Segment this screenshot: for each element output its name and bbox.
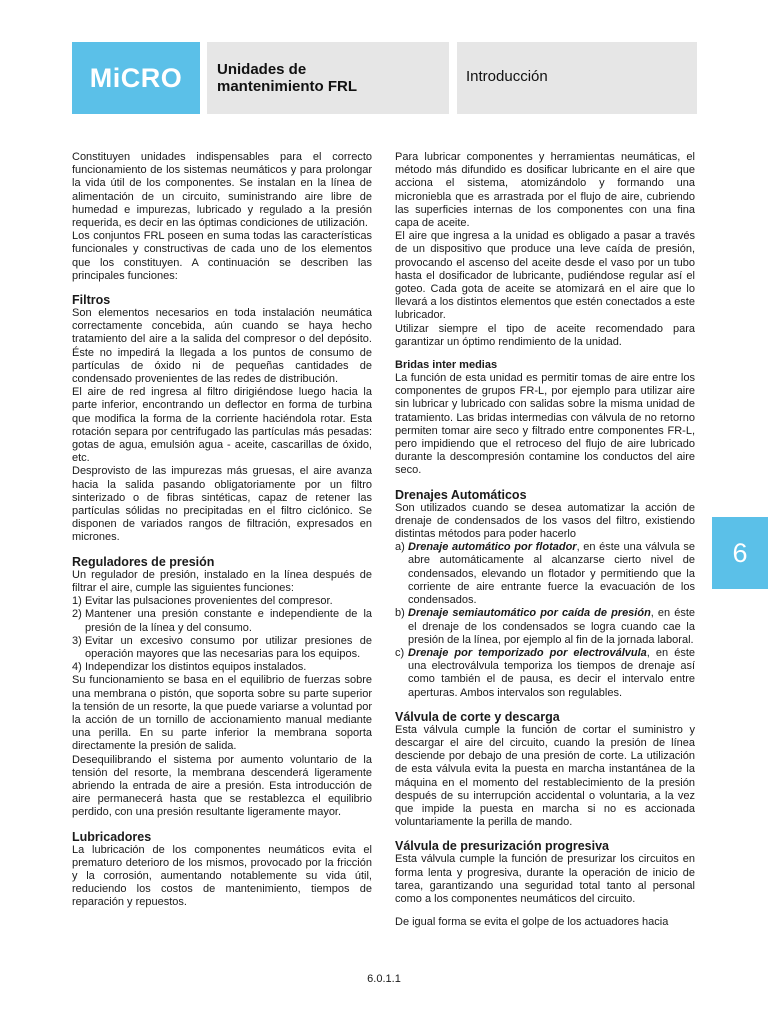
left-column <box>72 151 372 910</box>
filtros-paragraph-1: Son elementos necesarios en toda instalación neumática correctamente concebida, aún cuando se haya hecho tratamiento del aire a la salida del compresor o del depósito. Éste no impedirá la llegada a los puntos de consumo de partículas de óxido ni de pequeñas cantidades de condensado provenientes de las redes de distribución. <box>72 307 372 386</box>
valvula-presurizacion-paragraph-2: De igual forma se evita el golpe de los actuadores hacia <box>395 916 669 929</box>
valvula-corte-paragraph: Esta válvula cumple la función de cortar el suministro y descargar el aire del circuito, cuando la presión de línea desciende por debajo de una presión de corte. La utilización de esta válvula evita la puesta en marcha instantánea de la máquina en el momento del restablecimiento de la presión después de su interrupción accidental o voluntaria, a la vez que impide la puesta en marcha si no es accionada voluntariamente la perilla de mando. <box>395 723 695 829</box>
list-item-text: Mantener una presión constante e independiente de la presión de la línea y del consumo. <box>85 608 372 634</box>
list-item-text: Evitar un excesivo consumo por utilizar presiones de operación mayores que las necesarias para los equipos. <box>85 634 372 660</box>
list-item-text: Evitar las pulsaciones provenientes del compresor. <box>85 595 333 608</box>
section-label <box>457 42 697 114</box>
lubricadores-paragraph-2: Para lubricar componentes y herramientas neumáticas, el método más difundido es dosificar lubricante en el aire que acciona el sistema, atomizándolo y formando una microniebla que es arrastrada por el flujo de aire, cubriendo las superficies internas de los componentes con una fina capa de aceite. <box>395 151 695 230</box>
list-item-text: Independizar los distintos equipos instalados. <box>85 661 307 674</box>
list-item <box>72 595 372 608</box>
heading-valvula-presurizacion: Válvula de presurización progresiva <box>395 839 609 854</box>
intro-paragraph-2: Los conjuntos FRL poseen en suma todas las características funcionales y constructivas de cada uno de los elementos que los constituyen. A continuación se describen las principales funciones: <box>72 230 372 282</box>
list-item-emphasis: Drenaje por temporizado por electroválvula <box>408 646 647 659</box>
brand-logo: MiCRO <box>72 42 200 114</box>
heading-lubricadores: Lubricadores <box>72 829 152 844</box>
lubricadores-paragraph-3: El aire que ingresa a la unidad es obligado a pasar a través de un dispositivo que produce una leve caída de presión, provocando el ascenso del aceite desde el vaso por un tubo hasta el dosificador de lubricante, pudiéndose regular así el goteo. Cada gota de aceite se atomizará en el aire que lo llevará a los distintos elementos que estén conectados a este lubricador. <box>395 230 695 322</box>
list-item <box>395 541 695 607</box>
list-item-body: , en éste el drenaje de los condensados se logra cuando cae la presión de la línea, por ejemplo al fin de la jornada laboral. <box>408 607 695 646</box>
list-item-number: 1) <box>72 595 82 608</box>
list-item-body: , en éste una electroválvula temporiza los tiempos de drenaje así como también el de pausa, es decir el intervalo entre aperturas. Ambos intervalos son regulables. <box>408 646 695 699</box>
list-item-number: a) <box>395 541 405 554</box>
reguladores-paragraph-2: Su funcionamiento se basa en el equilibrio de fuerzas sobre una membrana o pistón, que soporta sobre su parte superior la tensión de un resorte, la que puede variarse a voluntad por la acción de un tornillo de accionamiento manual mediante una perilla. En su parte inferior la membrana soporta directamente la presión de salida. <box>72 674 372 753</box>
chapter-tab: 6 <box>712 517 768 589</box>
lubricadores-paragraph-4: Utilizar siempre el tipo de aceite recomendado para garantizar un óptimo rendimiento de la unidad. <box>395 322 695 348</box>
list-item-number: c) <box>395 646 405 659</box>
heading-reguladores: Reguladores de presión <box>72 554 215 569</box>
right-column <box>395 151 695 929</box>
reguladores-paragraph-3: Desequilibrando el sistema por aumento voluntario de la tensión del resorte, la membrana descenderá ligeramente abriendo la entrada de aire a presión. Esta introducción de aire permanecerá hasta que se restablezca el equilibrio perdido, con una presión resultante ligeramente mayor. <box>72 753 372 819</box>
heading-valvula-corte: Válvula de corte y descarga <box>395 709 560 724</box>
valvula-presurizacion-paragraph-1: Esta válvula cumple la función de presurizar los circuitos en forma lenta y progresiva, durante la operación de inicio de tarea, garantizando una seguridad total tanto al personal como a los componentes neumáticos del circuito. <box>395 853 695 905</box>
list-item-number: 3) <box>72 634 82 647</box>
list-item <box>395 607 695 647</box>
section-label-text: Introducción <box>466 68 548 85</box>
list-item-number: 2) <box>72 608 82 621</box>
list-item-text <box>408 541 695 607</box>
page-number: 6.0.1.1 <box>367 973 401 985</box>
list-item-number: 4) <box>72 661 82 674</box>
list-item-body: , en éste una válvula se abre automáticamente al alcanzarse cierto nivel de condensados, elevando un flotador y permitiendo que la corriente de aire entrante fuerce la evacuación de los condensados. <box>408 541 696 607</box>
drenajes-paragraph: Son utilizados cuando se desea automatizar la acción de drenaje de condensados de los vasos del filtro, existiendo distintas métodos para poder hacerlo <box>395 501 695 541</box>
list-item <box>395 647 695 700</box>
document-title <box>207 42 449 114</box>
heading-filtros: Filtros <box>72 293 111 308</box>
list-item-emphasis: Drenaje automático por flotador <box>408 541 577 554</box>
document-title-line2: mantenimiento FRL <box>217 78 358 95</box>
filtros-paragraph-3: Desprovisto de las impurezas más gruesas, el aire avanza hacia la salida pasando obligatoriamente por un filtro sinterizado o de fibras sintéticas, capaz de retener las partículas sólidas no precipitadas en el filtro ciclónico. Se disponen de variados rangos de filtración, expresados en micrones. <box>72 465 372 544</box>
heading-bridas: Bridas inter medias <box>395 359 498 372</box>
list-item <box>72 635 372 661</box>
reguladores-paragraph-1: Un regulador de presión, instalado en la línea después de filtrar el aire, cumple las siguientes funciones: <box>72 568 372 594</box>
list-item-emphasis: Drenaje semiautomático por caída de presión <box>408 607 651 620</box>
list-item <box>72 661 372 674</box>
list-item-text <box>408 607 695 647</box>
document-title-line1: Unidades de <box>217 61 307 78</box>
heading-drenajes: Drenajes Automáticos <box>395 487 527 502</box>
filtros-paragraph-2: El aire de red ingresa al filtro dirigiéndose luego hacia la parte inferior, encontrando un deflector en forma de turbina que modifica la forma de la corriente haciéndola rotar. Esta rotación separa por centrifugado las partículas más pesadas: gotas de agua, emulsión agua - aceite, cascarillas de óxido, etc. <box>72 386 372 465</box>
lubricadores-paragraph-1: La lubricación de los componentes neumáticos evita el prematuro deterioro de los mismos, provocado por la fricción y la corrosión, aumentando notablemente su vida útil, reduciendo los costos de mantenimiento, tiempos de reparación y repuestos. <box>72 843 372 909</box>
intro-paragraph-1: Constituyen unidades indispensables para el correcto funcionamiento de los sistemas neumáticos y para prolongar la vida útil de los componentes. Se instalan en la línea de alimentación de un circuito, suministrando aire libre de humedad e impurezas, lubricado y regulado a la presión requerida, es decir en las óptimas condiciones de utilización. <box>72 151 372 230</box>
bridas-paragraph: La función de esta unidad es permitir tomas de aire entre los componentes de grupos FR-L, por ejemplo para utilizar aire sin lubricar y lubricado con salidas sobre la misma unidad de tratamiento. Las bridas intermedias con válvula de no retorno permiten tomar aire seco y filtrado entre componentes FR-L, pero impidiendo que el retroceso del flujo de aire lubricado durante la descompresión contamine los conductos del aire seco. <box>395 372 695 477</box>
list-item <box>72 608 372 634</box>
list-item-number: b) <box>395 607 405 620</box>
list-item-text <box>408 647 695 700</box>
